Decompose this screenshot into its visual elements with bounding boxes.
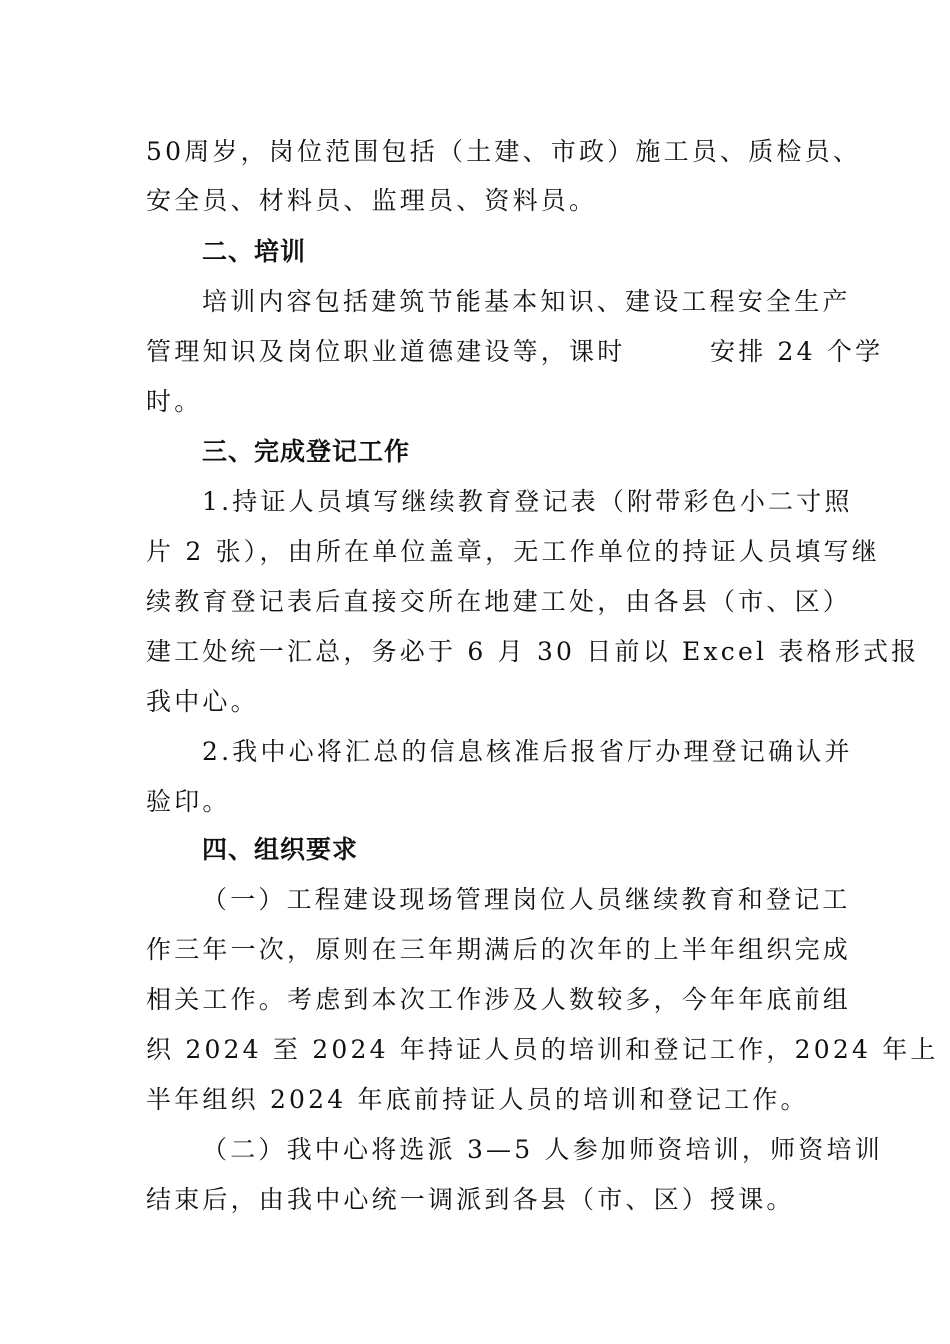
paragraph-line: 验印。	[146, 787, 231, 816]
paragraph-line: 50周岁，岗位范围包括（土建、市政）施工员、质检员、	[146, 137, 862, 166]
section-heading-requirements: 四、组织要求	[202, 835, 359, 864]
paragraph-line: 我中心。	[146, 687, 259, 716]
paragraph-line: 2.我中心将汇总的信息核准后报省厅办理登记确认并	[202, 737, 853, 766]
paragraph-line: 建工处统一汇总，务必于 6 月 30 日前以 Excel 表格形式报	[146, 637, 920, 666]
paragraph-line: 结束后，由我中心统一调派到各县（市、区）授课。	[146, 1185, 795, 1214]
paragraph-line: 半年组织 2024 年底前持证人员的培训和登记工作。	[146, 1085, 809, 1114]
paragraph-line: 织 2024 至 2024 年持证人员的培训和登记工作，2024 年上	[146, 1035, 939, 1064]
section-heading-training: 二、培训	[202, 237, 307, 266]
paragraph-line: 相关工作。考虑到本次工作涉及人数较多，今年年底前组	[146, 985, 852, 1014]
paragraph-line: 续教育登记表后直接交所在地建工处，由各县（市、区）	[146, 587, 852, 616]
paragraph-line: 管理知识及岗位职业道德建设等，课时 安排 24 个学	[146, 337, 884, 366]
paragraph-line: 1.持证人员填写继续教育登记表（附带彩色小二寸照	[202, 487, 853, 516]
paragraph-line: （二）我中心将选派 3—5 人参加师资培训，师资培训	[202, 1135, 883, 1164]
paragraph-line: 片 2 张），由所在单位盖章，无工作单位的持证人员填写继	[146, 537, 880, 566]
paragraph-line: （一）工程建设现场管理岗位人员继续教育和登记工	[202, 885, 851, 914]
paragraph-line: 培训内容包括建筑节能基本知识、建设工程安全生产	[202, 287, 851, 316]
paragraph-line: 时。	[146, 387, 203, 416]
section-heading-registration: 三、完成登记工作	[202, 437, 411, 466]
paragraph-line: 作三年一次，原则在三年期满后的次年的上半年组织完成	[146, 935, 852, 964]
paragraph-line: 安全员、材料员、监理员、资料员。	[146, 186, 598, 215]
